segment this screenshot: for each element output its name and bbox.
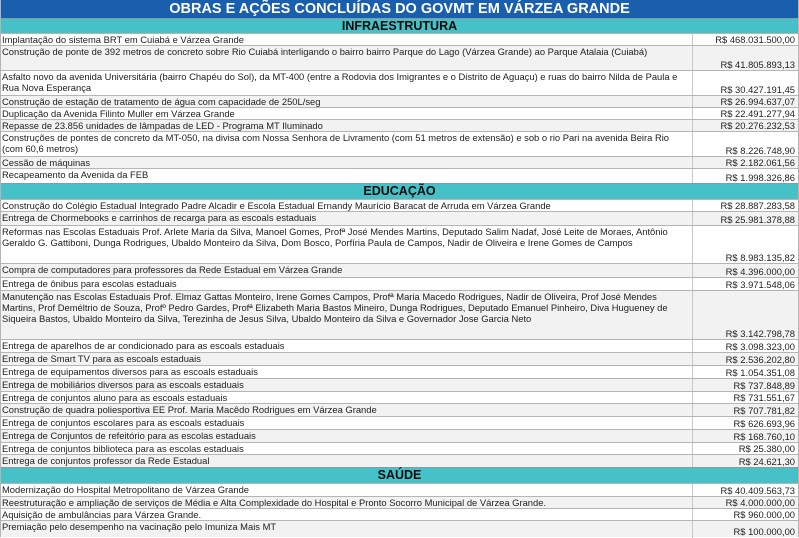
left-border (0, 0, 1, 537)
table-row (0, 131, 799, 156)
row-value: R$ 24.621,30 (738, 456, 795, 467)
row-description: Entrega de ônibus para escolas estaduais (2, 278, 177, 289)
table-row (0, 378, 799, 391)
row-value: R$ 468.031.500,00 (715, 34, 795, 45)
table-row (0, 429, 799, 442)
row-value: R$ 40.409.563,73 (720, 485, 795, 496)
row-description: Modernização do Hospital Metropolitano de Várzea Grande (2, 484, 250, 495)
row-value: R$ 20.276.232,53 (720, 120, 795, 131)
row-description: Compra de computadores para professores da Rede Estadual em Várzea Grande (2, 264, 343, 275)
column-divider (692, 132, 693, 157)
row-value: R$ 707.781,82 (733, 405, 795, 416)
table-row (0, 483, 799, 496)
table-row (0, 95, 799, 107)
column-divider (692, 169, 693, 184)
row-description: Entrega de conjuntos aluno para as escoals estaduais (2, 392, 228, 403)
row-description: Asfalto novo da avenida Universitária (bairro Chapéu do Sol), da MT-400 (entre a Rodovia dos Imigrantes e o Distrito de Aguaçu) e ruas do bairro Nilda de Paula e Rua Nova Esperança (2, 71, 678, 93)
section-header: SAÚDE (0, 467, 799, 483)
row-value: R$ 960.000,00 (733, 509, 795, 520)
row-description: Construção de estação de tratamento de água com capacidade de 250L/seg (2, 96, 321, 107)
table-row (0, 403, 799, 416)
page-title: OBRAS E AÇÕES CONCLUÍDAS DO GOVMT EM VÁRZEA GRANDE (0, 0, 799, 18)
table-row (0, 365, 799, 378)
row-value: R$ 737.848,89 (733, 380, 795, 391)
table-row (0, 520, 799, 537)
column-divider (692, 521, 693, 538)
row-description: Reformas nas Escolas Estaduais Prof. Arlete Maria da Silva, Manoel Gomes, Profª José Mendes Martins, Deputado Salim Nadaf, José Leite de Moraes, Antônio Geraldo G. Gattiboni, Dunga Rodrigues, Ubaldo Monteiro da Silva, Dom Bosco, Porfíria Paula de Campos, Nadir de Oliveira e Irene Gomes de Campos (2, 226, 668, 248)
row-description: Entrega de Smart TV para as escoals estaduais (2, 353, 201, 364)
row-value: R$ 1.054.351,08 (725, 367, 795, 378)
row-value: R$ 4.396.000,00 (725, 266, 795, 277)
row-description: Cessão de máquinas (2, 157, 91, 168)
table-row (0, 391, 799, 403)
table-row (0, 454, 799, 467)
row-value: R$ 626.693,96 (733, 418, 795, 429)
table-row (0, 107, 799, 119)
column-divider (692, 291, 693, 340)
row-description: Reestruturação e ampliação de serviços de Média e Alta Complexidade do Hospital e Pronto Socorro Municipal de Várzea Grande. (2, 497, 547, 508)
row-description: Entrega de conjuntos professor da Rede Estadual (2, 455, 210, 466)
column-divider (692, 71, 693, 96)
table-row (0, 33, 799, 45)
table-row (0, 156, 799, 168)
row-description: Entrega de Chormebooks e carrinhos de recarga para as escoals estaduais (2, 212, 317, 223)
row-value: R$ 26.994.637,07 (720, 96, 795, 107)
row-value: R$ 28.887.283,58 (720, 200, 795, 211)
row-description: Repasse de 23.856 unidades de lâmpadas de LED - Programa MT Iluminado (2, 120, 323, 131)
row-description: Recapeamento da Avenida da FEB (2, 169, 149, 180)
table-row (0, 416, 799, 429)
row-value: R$ 25.380,00 (738, 443, 795, 454)
row-value: R$ 8.226.748,90 (725, 145, 795, 156)
table-row (0, 496, 799, 508)
table-row (0, 168, 799, 183)
table-row (0, 352, 799, 365)
section-header: EDUCAÇÃO (0, 183, 799, 199)
row-description: Premiação pelo desempenho na vacinação pelo Imuniza Mais MT (2, 521, 277, 532)
row-value: R$ 8.983.135,82 (725, 252, 795, 263)
table-row (0, 45, 799, 70)
column-divider (692, 212, 693, 226)
row-description: Implantação do sistema BRT em Cuiabá e Várzea Grande (2, 34, 244, 45)
column-divider (692, 226, 693, 264)
row-description: Construção do Colégio Estadual Integrado Padre Alcadir e Escola Estadual Ernandy Maurício Baracat de Arruda em Várzea Grande (2, 200, 551, 211)
column-divider (692, 264, 693, 278)
row-value: R$ 168.760,10 (733, 431, 795, 442)
table-row (0, 199, 799, 211)
row-value: R$ 30.427.191,45 (720, 84, 795, 95)
row-value: R$ 22.491.277,94 (720, 108, 795, 119)
row-value: R$ 2.182.061,56 (725, 157, 795, 168)
row-description: Entrega de conjuntos biblioteca para as escolas estaduais (2, 443, 244, 454)
row-description: Duplicação da Avenida Filinto Muller em Várzea Grande (2, 108, 235, 119)
table-row (0, 508, 799, 520)
table-row (0, 290, 799, 339)
row-value: R$ 25.981.378,88 (720, 214, 795, 225)
section-header: INFRAESTRUTURA (0, 18, 799, 33)
row-value: R$ 41.805.893,13 (720, 59, 795, 70)
row-value: R$ 3.971.548,06 (725, 279, 795, 290)
row-description: Aquisição de ambulâncias para Várzea Grande. (2, 509, 202, 520)
column-divider (692, 46, 693, 71)
row-value: R$ 100.000,00 (733, 526, 795, 537)
row-value: R$ 3.142.798,78 (725, 328, 795, 339)
table-row (0, 277, 799, 290)
row-value: R$ 4.000.000,00 (725, 497, 795, 508)
table-row (0, 70, 799, 95)
row-value: R$ 3.098.323,00 (725, 341, 795, 352)
table-row (0, 339, 799, 352)
row-description: Entrega de aparelhos de ar condicionado para as escoals estaduais (2, 340, 285, 351)
row-description: Construções de pontes de concreto da MT-050, na divisa com Nossa Senhora de Livramento (com 51 metros de extensão) e sob o rio Pari na avenida Beira Rio (com 60,6 metros) (2, 132, 670, 154)
table-row (0, 442, 799, 454)
table-row (0, 211, 799, 225)
row-description: Entrega de Conjuntos de refeitório para as escolas estaduais (2, 430, 256, 441)
row-description: Entrega de equipamentos diversos para as escoals estaduais (2, 366, 258, 377)
row-value: R$ 731.551,67 (733, 392, 795, 403)
row-description: Entrega de mobiliários diversos para as escoals estaduais (2, 379, 244, 390)
table-row (0, 119, 799, 131)
row-description: Construção de quadra poliesportiva EE Prof. Maria Macêdo Rodrigues em Várzea Grande (2, 404, 377, 415)
table-row (0, 225, 799, 263)
row-description: Manutenção nas Escolas Estaduais Prof. Elmaz Gattas Monteiro, Irene Gomes Campos, Profª Maria Macedo Rodrigues, Nadir de Oliveira, Prof José Mendes Martins, Prof Deméltrio de Souza, Profº Pedro Gardes, Profª Elizabeth Maria Bastos Mineiro, Dunga Rodrigues, Deputado Emanuel Pinheiro, Diva Hugueney de Siqueira Bastos, Ubaldo Monteiro da Silva, Terezinha de Jesus Silva, Ubaldo Monteiro da Silva e Governador Jose Garcia Neto (2, 291, 668, 324)
row-value: R$ 2.536.202,80 (725, 354, 795, 365)
row-description: Entrega de conjuntos escolares para as escoals estaduais (2, 417, 245, 428)
table-row (0, 263, 799, 277)
row-value: R$ 1.998.326,86 (725, 172, 795, 183)
row-description: Construção de ponte de 392 metros de concreto sobre Rio Cuiabá interligando o bairro bairro Parque do Lago (Várzea Grande) ao Parque Atalaia (Cuiabá) (2, 46, 648, 57)
